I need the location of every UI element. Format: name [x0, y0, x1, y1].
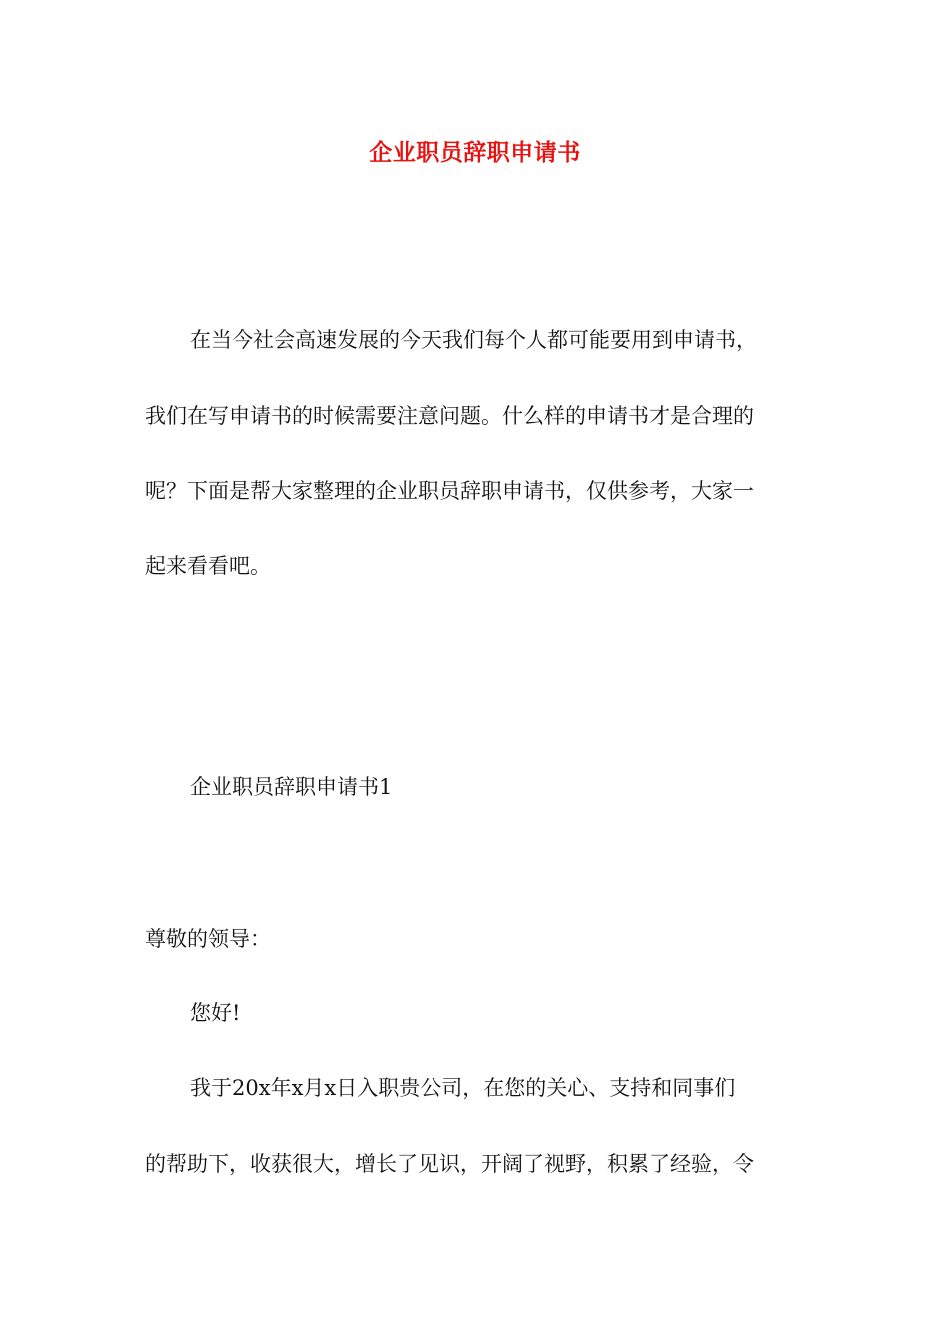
body-line-1: 我于20x年x月x日入职贵公司，在您的关心、支持和同事们	[190, 1076, 736, 1100]
document-title: 企业职员辞职申请书	[369, 139, 581, 166]
intro-line-4: 起来看看吧。	[145, 554, 271, 578]
salutation: 尊敬的领导：	[145, 927, 271, 951]
intro-line-3: 呢？下面是帮大家整理的企业职员辞职申请书，仅供参考，大家一	[145, 479, 754, 503]
body-line-2: 的帮助下，收获很大，增长了见识，开阔了视野，积累了经验，令	[145, 1152, 754, 1176]
intro-line-2: 我们在写申请书的时候需要注意问题。什么样的申请书才是合理的	[145, 404, 754, 428]
section-heading: 企业职员辞职申请书1	[190, 775, 393, 799]
intro-line-1: 在当今社会高速发展的今天我们每个人都可能要用到申请书，	[190, 328, 757, 352]
greeting: 您好!	[190, 1001, 241, 1025]
